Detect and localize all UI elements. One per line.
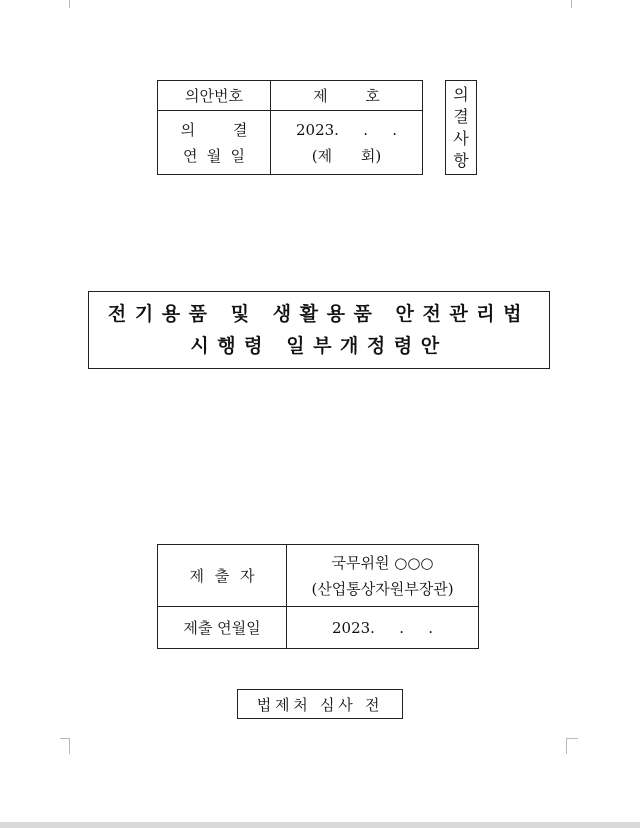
page-bottom-edge (0, 822, 640, 828)
bill-info-table (157, 80, 423, 175)
resolution-date-label-line1: 의 결 (180, 120, 248, 139)
submission-date-value: 2023. . . (287, 607, 479, 649)
resolution-items-label: 의결사항 (453, 84, 469, 170)
resolution-date-value-line2: (제 회) (311, 146, 382, 165)
resolution-date-value (271, 111, 423, 175)
corner-mark-bottom-right-v (566, 738, 567, 754)
review-status-label: 법제처 심사 전 (256, 695, 384, 714)
bill-number-value: 제 호 (271, 81, 423, 111)
submitter-value (287, 545, 479, 607)
corner-mark-top-left (69, 0, 70, 8)
review-status-box (237, 689, 403, 719)
corner-mark-bottom-right-h (566, 738, 578, 739)
bill-title-line2: 시행령 일부개정령안 (190, 335, 448, 357)
bill-number-label: 의안번호 (158, 81, 271, 111)
submitter-title: (산업통상자원부장관) (311, 579, 454, 598)
submitter-name: 국무위원 ○○○ (331, 553, 434, 572)
bill-title-box (88, 291, 550, 369)
submitter-label: 제 출 자 (158, 545, 287, 607)
resolution-date-label (158, 111, 271, 175)
bill-title-line1: 전기용품 및 생활용품 안전관리법 (107, 303, 531, 325)
submission-table (157, 544, 479, 649)
resolution-date-label-line2: 연 월 일 (182, 146, 245, 165)
resolution-items-box (445, 80, 477, 175)
corner-mark-bottom-left-v (69, 738, 70, 754)
submission-date-label: 제출 연월일 (158, 607, 287, 649)
corner-mark-top-right (571, 0, 572, 8)
corner-mark-bottom-left-h (60, 738, 70, 739)
resolution-date-value-line1: 2023. . . (295, 120, 397, 139)
